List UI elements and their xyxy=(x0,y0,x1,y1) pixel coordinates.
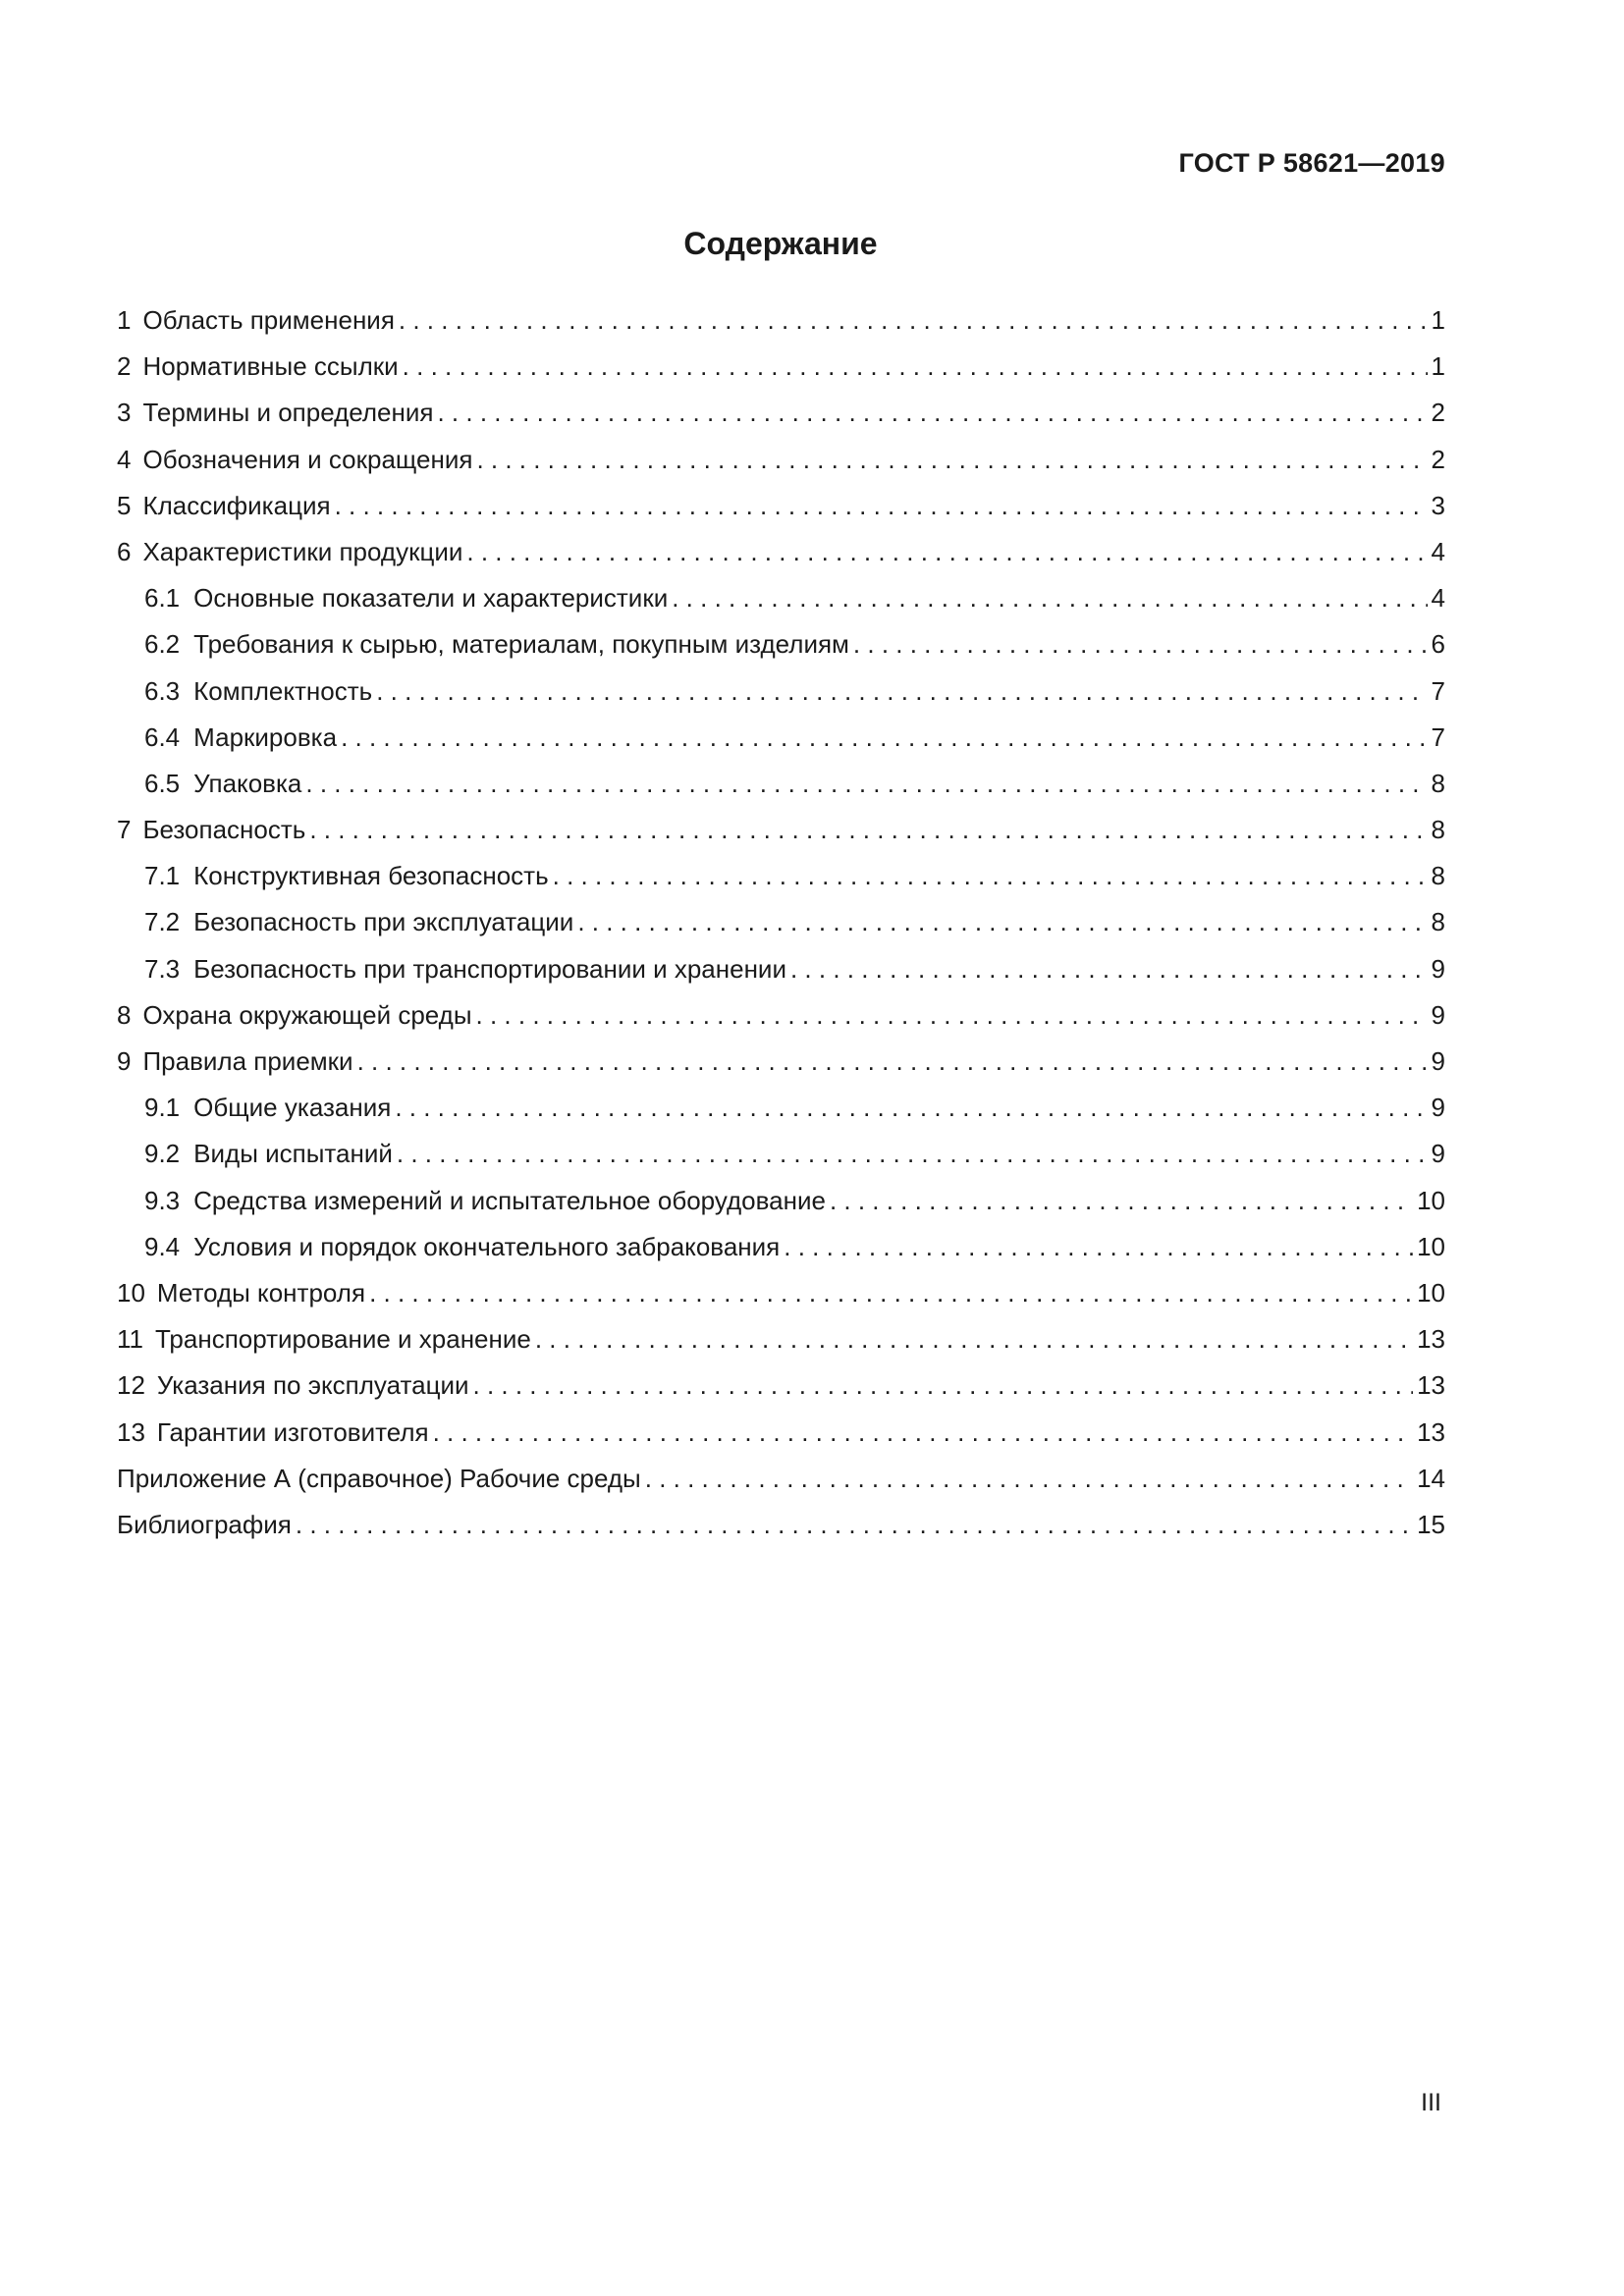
toc-entry[interactable] xyxy=(117,1510,1445,1556)
toc-dot-leader xyxy=(830,1186,1413,1216)
toc-entry-number: 3 xyxy=(117,398,132,428)
toc-dot-leader xyxy=(403,351,1428,382)
toc-entry-title: Конструктивная безопасность xyxy=(193,861,549,891)
toc-dot-leader xyxy=(397,1139,1428,1169)
toc-entry-number: 6.5 xyxy=(144,768,181,798)
toc-dot-leader xyxy=(309,815,1427,845)
toc-entry[interactable] xyxy=(117,1370,1445,1416)
toc-entry[interactable] xyxy=(117,815,1445,861)
toc-dot-leader xyxy=(466,537,1427,567)
toc-entry-number: 7.3 xyxy=(144,953,181,984)
toc-dot-leader xyxy=(357,1046,1428,1077)
toc-entry-title: Правила приемки xyxy=(142,1046,353,1076)
toc-dot-leader xyxy=(437,398,1427,428)
toc-entry-page: 13 xyxy=(1417,1324,1445,1355)
toc-entry-page: 8 xyxy=(1431,907,1445,937)
toc-dot-leader xyxy=(399,305,1428,336)
toc-dot-leader xyxy=(433,1417,1414,1448)
toc-entry-number: 4 xyxy=(117,444,132,474)
toc-entry-title: Требования к сырью, материалам, покупным изделиям xyxy=(193,629,849,660)
toc-entry-title: Упаковка xyxy=(193,768,302,798)
toc-entry[interactable] xyxy=(117,1046,1445,1093)
toc-entry-number: 8 xyxy=(117,999,132,1030)
toc-entry[interactable] xyxy=(117,1186,1445,1232)
toc-entry-title: Гарантии изготовителя xyxy=(156,1416,429,1447)
toc-entry-number: 7 xyxy=(117,815,132,845)
toc-entry-number: 10 xyxy=(117,1277,145,1308)
toc-entry-title: Транспортирование и хранение xyxy=(155,1324,531,1355)
toc-entry-title: Безопасность xyxy=(142,815,306,845)
toc-dot-leader xyxy=(476,1000,1428,1031)
toc-entry-page: 9 xyxy=(1431,953,1445,984)
toc-entry-number: 9 xyxy=(117,1046,132,1076)
toc-entry-title: Основные показатели и характеристики xyxy=(193,583,669,614)
toc-entry-title: Область применения xyxy=(142,305,395,335)
toc-entry-title: Характеристики продукции xyxy=(142,536,463,566)
toc-dot-leader xyxy=(535,1324,1413,1355)
toc-dot-leader xyxy=(376,676,1427,707)
toc-entry-page: 13 xyxy=(1417,1416,1445,1447)
toc-entry-title: Обозначения и сокращения xyxy=(142,444,473,474)
toc-dot-leader xyxy=(335,491,1428,521)
toc-entry-page: 14 xyxy=(1417,1463,1445,1493)
toc-entry-number: 6.1 xyxy=(144,583,181,614)
toc-entry[interactable] xyxy=(117,1324,1445,1370)
toc-entry[interactable] xyxy=(117,398,1445,444)
toc-title: Содержание xyxy=(683,226,878,261)
toc-entry-number: 1 xyxy=(117,305,132,335)
toc-dot-leader xyxy=(305,769,1427,799)
toc-entry-page: 15 xyxy=(1417,1509,1445,1539)
toc-entry-page: 10 xyxy=(1417,1185,1445,1215)
toc-entry[interactable] xyxy=(117,1139,1445,1185)
toc-entry-page: 1 xyxy=(1431,305,1445,335)
toc-entry-number: 7.2 xyxy=(144,907,181,937)
toc-entry-number: 9.4 xyxy=(144,1231,181,1261)
toc-dot-leader xyxy=(473,1370,1414,1401)
toc-entry[interactable] xyxy=(117,351,1445,398)
toc-entry-title: Условия и порядок окончательного забракования xyxy=(193,1231,781,1261)
toc-dot-leader xyxy=(341,722,1427,753)
toc-entry[interactable] xyxy=(117,537,1445,583)
toc-entry-page: 10 xyxy=(1417,1231,1445,1261)
toc-entry-page: 2 xyxy=(1431,398,1445,428)
toc-entry-number: 9.1 xyxy=(144,1093,181,1123)
toc-entry-page: 13 xyxy=(1417,1370,1445,1401)
toc-dot-leader xyxy=(577,907,1427,937)
toc-entry-title: Указания по эксплуатации xyxy=(156,1370,469,1401)
toc-entry-title: Термины и определения xyxy=(142,398,434,428)
toc-entry[interactable] xyxy=(117,1000,1445,1046)
toc-entry-title: Общие указания xyxy=(193,1093,392,1123)
toc-entry-title: Охрана окружающей среды xyxy=(142,999,472,1030)
toc-entry-page: 4 xyxy=(1431,583,1445,614)
toc-entry-number: 6.2 xyxy=(144,629,181,660)
toc-entry-page: 7 xyxy=(1431,721,1445,752)
toc-entry[interactable] xyxy=(117,305,1445,351)
toc-entry-number: 11 xyxy=(117,1324,143,1355)
toc-entry[interactable] xyxy=(117,861,1445,907)
toc-entry[interactable] xyxy=(117,1278,1445,1324)
toc-entry-number: 9.2 xyxy=(144,1139,181,1169)
toc-entry-page: 9 xyxy=(1431,1093,1445,1123)
toc-dot-leader xyxy=(790,954,1428,985)
toc-entry[interactable] xyxy=(117,1093,1445,1139)
toc-dot-leader xyxy=(395,1093,1427,1123)
toc-entry[interactable] xyxy=(117,722,1445,769)
toc-dot-leader xyxy=(645,1464,1413,1494)
toc-entry[interactable] xyxy=(117,954,1445,1000)
toc-dot-leader xyxy=(784,1232,1413,1262)
toc-entry-title: Нормативные ссылки xyxy=(142,351,399,382)
toc-entry-page: 9 xyxy=(1431,1139,1445,1169)
toc-entry[interactable] xyxy=(117,445,1445,491)
page-number: III xyxy=(1421,2089,1441,2116)
toc-entry-page: 8 xyxy=(1431,768,1445,798)
toc-entry[interactable] xyxy=(117,676,1445,722)
toc-entry-title: Безопасность при транспортировании и хранении xyxy=(193,953,786,984)
toc-entry[interactable] xyxy=(117,907,1445,953)
toc-entry-number: 13 xyxy=(117,1416,145,1447)
toc-entry-title: Библиография xyxy=(117,1509,292,1539)
toc-entry-page: 10 xyxy=(1417,1277,1445,1308)
table-of-contents xyxy=(117,305,1445,1556)
toc-entry-number: 7.1 xyxy=(144,861,181,891)
toc-entry-title: Безопасность при эксплуатации xyxy=(193,907,574,937)
document-code: ГОСТ Р 58621—2019 xyxy=(1178,148,1445,178)
toc-entry-number: 6 xyxy=(117,536,132,566)
toc-entry-page: 9 xyxy=(1431,999,1445,1030)
toc-dot-leader xyxy=(672,583,1427,614)
toc-entry-number: 6.4 xyxy=(144,721,181,752)
toc-entry[interactable] xyxy=(117,1417,1445,1464)
toc-entry-title: Средства измерений и испытательное оборудование xyxy=(193,1185,826,1215)
toc-entry-title: Методы контроля xyxy=(156,1277,366,1308)
toc-entry[interactable] xyxy=(117,1232,1445,1278)
toc-entry-title: Классификация xyxy=(142,490,331,520)
toc-entry-title: Виды испытаний xyxy=(193,1139,393,1169)
toc-entry-page: 4 xyxy=(1431,536,1445,566)
toc-entry-page: 7 xyxy=(1431,675,1445,706)
toc-entry[interactable] xyxy=(117,491,1445,537)
toc-dot-leader xyxy=(296,1510,1413,1540)
toc-entry-number: 9.3 xyxy=(144,1185,181,1215)
toc-entry-page: 8 xyxy=(1431,861,1445,891)
toc-entry-number: 12 xyxy=(117,1370,145,1401)
toc-entry[interactable] xyxy=(117,1464,1445,1510)
toc-entry[interactable] xyxy=(117,629,1445,675)
toc-dot-leader xyxy=(476,445,1427,475)
toc-entry-page: 1 xyxy=(1431,351,1445,382)
toc-entry-number: 5 xyxy=(117,490,132,520)
toc-dot-leader xyxy=(853,629,1428,660)
toc-entry-page: 3 xyxy=(1431,490,1445,520)
toc-entry-title: Комплектность xyxy=(193,675,373,706)
toc-entry[interactable] xyxy=(117,769,1445,815)
toc-entry-number: 6.3 xyxy=(144,675,181,706)
toc-entry-page: 2 xyxy=(1431,444,1445,474)
toc-entry-page: 8 xyxy=(1431,815,1445,845)
toc-entry[interactable] xyxy=(117,583,1445,629)
toc-entry-title: Приложение А (справочное) Рабочие среды xyxy=(117,1463,641,1493)
toc-entry-page: 6 xyxy=(1431,629,1445,660)
toc-dot-leader xyxy=(369,1278,1413,1308)
toc-dot-leader xyxy=(553,861,1428,891)
toc-entry-page: 9 xyxy=(1431,1046,1445,1076)
toc-entry-number: 2 xyxy=(117,351,132,382)
toc-entry-title: Маркировка xyxy=(193,721,338,752)
